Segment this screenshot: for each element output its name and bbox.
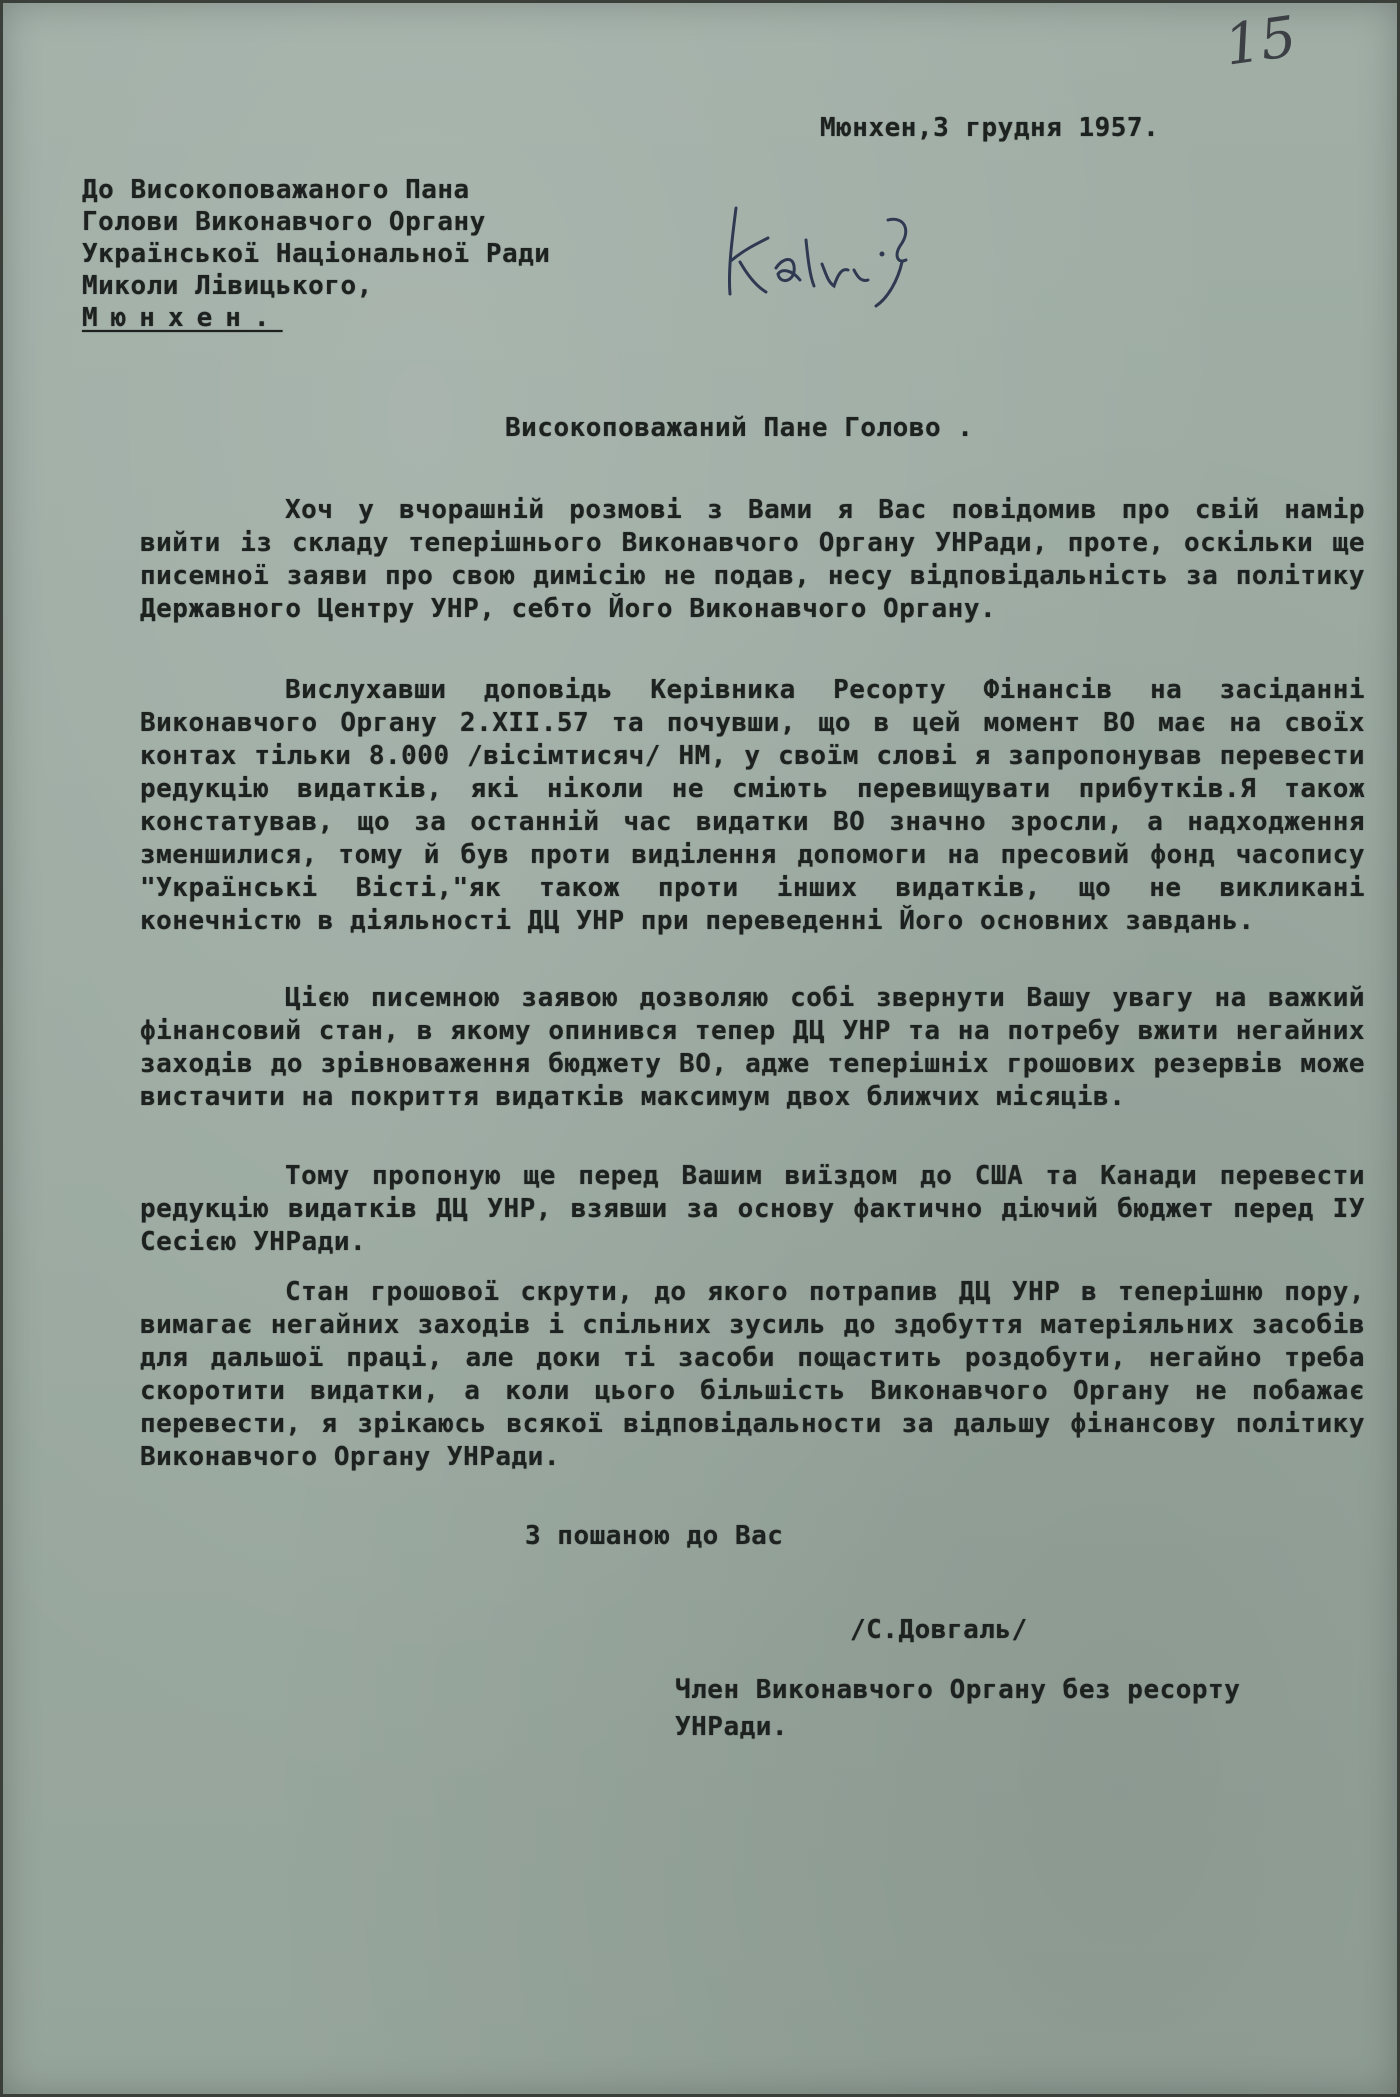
recipient-city: Мюнхен.	[82, 303, 283, 333]
archive-page-number: 15	[1220, 4, 1301, 79]
handwritten-signature-mark	[718, 190, 928, 310]
recipient-line-1: До Високоповажаного Пана	[82, 175, 470, 205]
signatory-position-line-1: Член Виконавчого Органу без ресорту	[675, 1675, 1241, 1705]
signatory-position	[675, 1672, 1240, 1746]
salutation: Високоповажаний Пане Голово .	[505, 413, 974, 443]
signature-name: /С.Довгаль/	[850, 1615, 1028, 1645]
signatory-position-line-2: УНРади.	[675, 1712, 789, 1742]
body-paragraph-1: Хоч у вчорашній розмові з Вами я Вас повідомив про свій намір вийти із складу теперішнього Виконавчого Органу УНРади, проте, оскільки ще писемної заяви про свою димісію не подав, несу відповідальність за політику Державного Центру УНР, себто Його Виконавчого Органу.	[140, 495, 1365, 624]
closing-regards: З пошаною до Вас	[525, 1521, 784, 1551]
body-paragraph-3: Цією писемною заявою дозволяю собі звернути Вашу увагу на важкий фінансовий стан, в якому опинився тепер ДЦ УНР та на потребу вжити негайних заходів до зрівноваження бюджету ВО, адже теперішніх грошових резервів може вистачити на покриття видатків максимум двох ближчих місяців.	[140, 983, 1365, 1112]
recipient-line-4: Миколи Лівицького,	[82, 271, 373, 301]
body-paragraph-5: Стан грошової скрути, до якого потрапив ДЦ УНР в теперішню пору, вимагає негайних заходів і спільних зусиль до здобуття матеріяльних засобів для дальшої праці, але доки ті засоби пощастить роздобути, негайно треба скоротити видатки, а коли цього більшість Виконавчого Органу не побажає перевести, я зрікаюсь всякої відповідальности за дальшу фінансову політику Виконавчого Органу УНРади.	[140, 1277, 1365, 1472]
body-paragraph-2: Вислухавши доповідь Керівника Ресорту Фінансів на засіданні Виконавчого Органу 2.XII.57 та почувши, що в цей момент ВО має на своїх контах тільки 8.000 /вісімтисяч/ НМ, у своїм слові я запропонував перевести редукцію видатків, які ніколи не сміють перевищувати прибутків.Я також констатував, що за останній час видатки ВО значно зросли, а надходження зменшилися, тому й був проти виділення допомоги на пресовий фонд часопису "Українські Вісті,"як також проти інших видатків, що не викликані конечністю в діяльності ДЦ УНР при переведенні Його основних завдань.	[140, 675, 1365, 936]
recipient-line-2: Голови Виконавчого Органу	[82, 207, 486, 237]
recipient-line-3: Української Національної Ради	[82, 239, 551, 269]
body-paragraph-4: Тому пропоную ще перед Вашим виїздом до США та Канади перевести редукцію видатків ДЦ УНР, взявши за основу фактично діючий бюджет перед ІУ Сесією УНРади.	[140, 1161, 1365, 1257]
place-date: Мюнхен,3 грудня 1957.	[820, 113, 1160, 143]
